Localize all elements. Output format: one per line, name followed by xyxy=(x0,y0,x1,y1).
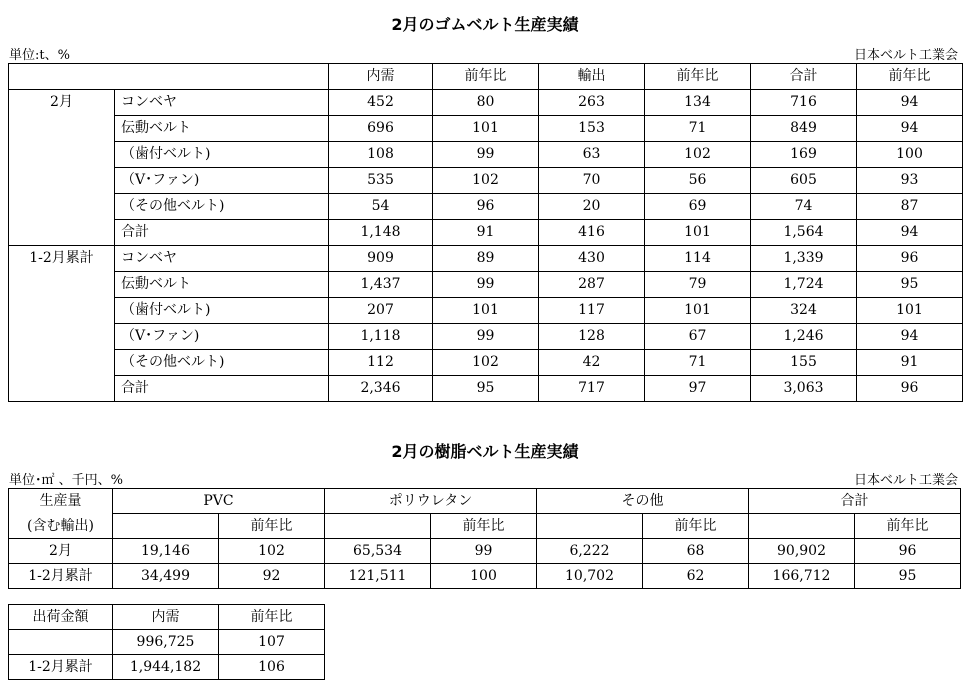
shipment-row-label: 1-2月累計 xyxy=(9,655,113,680)
resin-subheader-row xyxy=(9,514,961,539)
rubber-cell: 71 xyxy=(645,350,751,376)
shipment-col-header: 出荷金額 xyxy=(9,605,113,630)
rubber-cell: 717 xyxy=(539,376,645,402)
rubber-group-label xyxy=(9,376,115,402)
rubber-cell: 605 xyxy=(751,168,857,194)
resin-cell: 6,222 xyxy=(537,539,643,564)
rubber-cell: 56 xyxy=(645,168,751,194)
rubber-corner-cell xyxy=(115,64,329,90)
shipment-col-header: 前年比 xyxy=(219,605,325,630)
rubber-row-name: 合計 xyxy=(115,376,329,402)
rubber-cell: 96 xyxy=(857,246,963,272)
rubber-data-row xyxy=(9,272,963,298)
rubber-cell: 207 xyxy=(329,298,433,324)
shipment-cell: 107 xyxy=(219,630,325,655)
rubber-cell: 91 xyxy=(857,350,963,376)
resin-cat-pvc: PVC xyxy=(113,489,325,514)
rubber-data-row xyxy=(9,194,963,220)
rubber-cell: 101 xyxy=(433,116,539,142)
rubber-cell: 324 xyxy=(751,298,857,324)
rubber-cell: 430 xyxy=(539,246,645,272)
rubber-row-name: 伝動ベルト xyxy=(115,116,329,142)
rubber-col-header: 内需 xyxy=(329,64,433,90)
resin-cell: 96 xyxy=(855,539,961,564)
rubber-cell: 452 xyxy=(329,90,433,116)
resin-row-header: 生産量 xyxy=(9,489,113,514)
rubber-col-header: 合計 xyxy=(751,64,857,90)
rubber-cell: 94 xyxy=(857,116,963,142)
rubber-cell: 70 xyxy=(539,168,645,194)
resin-cat-polyurethane: ポリウレタン xyxy=(325,489,537,514)
shipment-row-label xyxy=(9,630,113,655)
resin-sub-yoy: 前年比 xyxy=(219,514,325,539)
rubber-cell: 71 xyxy=(645,116,751,142)
rubber-cell: 96 xyxy=(433,194,539,220)
rubber-row-name: コンベヤ xyxy=(115,90,329,116)
rubber-cell: 67 xyxy=(645,324,751,350)
rubber-row-name: （その他ベルト) xyxy=(115,194,329,220)
resin-cell: 100 xyxy=(431,564,537,589)
rubber-cell: 97 xyxy=(645,376,751,402)
resin-title: 2月の樹脂ベルト生産実績 xyxy=(391,442,579,461)
rubber-cell: 3,063 xyxy=(751,376,857,402)
rubber-col-header: 前年比 xyxy=(857,64,963,90)
rubber-data-row xyxy=(9,298,963,324)
rubber-cell: 263 xyxy=(539,90,645,116)
rubber-cell: 91 xyxy=(433,220,539,246)
rubber-cell: 108 xyxy=(329,142,433,168)
shipment-cell: 996,725 xyxy=(113,630,219,655)
rubber-cell: 94 xyxy=(857,220,963,246)
rubber-cell: 102 xyxy=(433,350,539,376)
rubber-row-name: （V･ファン) xyxy=(115,324,329,350)
rubber-cell: 1,564 xyxy=(751,220,857,246)
rubber-group-label xyxy=(9,116,115,142)
rubber-row-name: 合計 xyxy=(115,220,329,246)
shipment-col-header: 内需 xyxy=(113,605,219,630)
rubber-row-name: （歯付ベルト) xyxy=(115,142,329,168)
rubber-title: 2月のゴムベルト生産実績 xyxy=(391,15,579,34)
rubber-data-row xyxy=(9,168,963,194)
rubber-belt-table xyxy=(8,63,963,402)
rubber-cell: 80 xyxy=(433,90,539,116)
rubber-cell: 101 xyxy=(433,298,539,324)
rubber-cell: 94 xyxy=(857,324,963,350)
rubber-group-label: 1-2月累計 xyxy=(9,246,115,272)
rubber-cell: 42 xyxy=(539,350,645,376)
resin-cell: 62 xyxy=(643,564,749,589)
rubber-group-label xyxy=(9,350,115,376)
rubber-corner-cell xyxy=(9,64,115,90)
rubber-cell: 1,724 xyxy=(751,272,857,298)
resin-source: 日本ベルト工業会 xyxy=(853,473,958,488)
shipment-cell: 106 xyxy=(219,655,325,680)
rubber-data-row xyxy=(9,116,963,142)
resin-data-row xyxy=(9,564,961,589)
rubber-cell: 909 xyxy=(329,246,433,272)
resin-sub-yoy: 前年比 xyxy=(643,514,749,539)
rubber-cell: 117 xyxy=(539,298,645,324)
rubber-group-label xyxy=(9,220,115,246)
rubber-header-row xyxy=(9,64,963,90)
rubber-cell: 20 xyxy=(539,194,645,220)
shipment-data-row xyxy=(9,630,325,655)
rubber-cell: 849 xyxy=(751,116,857,142)
rubber-cell: 114 xyxy=(645,246,751,272)
rubber-cell: 95 xyxy=(857,272,963,298)
resin-cell: 102 xyxy=(219,539,325,564)
rubber-cell: 74 xyxy=(751,194,857,220)
resin-cell: 121,511 xyxy=(325,564,431,589)
rubber-cell: 101 xyxy=(645,298,751,324)
rubber-cell: 101 xyxy=(857,298,963,324)
rubber-cell: 79 xyxy=(645,272,751,298)
shipment-cell: 1,944,182 xyxy=(113,655,219,680)
rubber-unit: 単位:t、% xyxy=(9,48,70,63)
rubber-cell: 287 xyxy=(539,272,645,298)
rubber-source: 日本ベルト工業会 xyxy=(853,48,958,63)
resin-belt-table xyxy=(8,488,961,589)
rubber-data-row xyxy=(9,350,963,376)
resin-header-row xyxy=(9,489,961,514)
rubber-cell: 169 xyxy=(751,142,857,168)
rubber-cell: 96 xyxy=(857,376,963,402)
rubber-group-label xyxy=(9,194,115,220)
rubber-cell: 99 xyxy=(433,142,539,168)
resin-row-label: 1-2月累計 xyxy=(9,564,113,589)
rubber-cell: 99 xyxy=(433,272,539,298)
resin-cell: 166,712 xyxy=(749,564,855,589)
resin-unit: 単位･㎡ 、千円、% xyxy=(9,473,123,488)
rubber-cell: 1,148 xyxy=(329,220,433,246)
resin-data-row xyxy=(9,539,961,564)
resin-sub-yoy: 前年比 xyxy=(431,514,537,539)
rubber-row-name: （歯付ベルト) xyxy=(115,298,329,324)
rubber-cell: 128 xyxy=(539,324,645,350)
rubber-group-label xyxy=(9,272,115,298)
rubber-cell: 416 xyxy=(539,220,645,246)
shipment-data-row xyxy=(9,655,325,680)
resin-cat-total: 合計 xyxy=(749,489,961,514)
rubber-cell: 716 xyxy=(751,90,857,116)
resin-cell: 95 xyxy=(855,564,961,589)
rubber-col-header: 前年比 xyxy=(433,64,539,90)
resin-cat-other: その他 xyxy=(537,489,749,514)
rubber-group-label xyxy=(9,168,115,194)
rubber-cell: 99 xyxy=(433,324,539,350)
resin-cell: 10,702 xyxy=(537,564,643,589)
rubber-cell: 101 xyxy=(645,220,751,246)
rubber-cell: 2,346 xyxy=(329,376,433,402)
rubber-cell: 1,118 xyxy=(329,324,433,350)
rubber-group-label xyxy=(9,298,115,324)
rubber-col-header: 輸出 xyxy=(539,64,645,90)
rubber-cell: 54 xyxy=(329,194,433,220)
rubber-data-row xyxy=(9,220,963,246)
rubber-cell: 87 xyxy=(857,194,963,220)
rubber-cell: 89 xyxy=(433,246,539,272)
rubber-cell: 63 xyxy=(539,142,645,168)
rubber-cell: 696 xyxy=(329,116,433,142)
shipment-table xyxy=(8,604,325,680)
rubber-data-row xyxy=(9,376,963,402)
resin-cell: 99 xyxy=(431,539,537,564)
rubber-cell: 155 xyxy=(751,350,857,376)
rubber-data-row xyxy=(9,90,963,116)
rubber-row-name: コンベヤ xyxy=(115,246,329,272)
rubber-cell: 134 xyxy=(645,90,751,116)
rubber-col-header: 前年比 xyxy=(645,64,751,90)
rubber-cell: 112 xyxy=(329,350,433,376)
rubber-cell: 535 xyxy=(329,168,433,194)
rubber-row-name: （その他ベルト) xyxy=(115,350,329,376)
rubber-group-label xyxy=(9,324,115,350)
rubber-cell: 95 xyxy=(433,376,539,402)
resin-row-label: 2月 xyxy=(9,539,113,564)
rubber-group-label xyxy=(9,142,115,168)
rubber-cell: 93 xyxy=(857,168,963,194)
resin-cell: 19,146 xyxy=(113,539,219,564)
rubber-cell: 1,246 xyxy=(751,324,857,350)
resin-cell: 90,902 xyxy=(749,539,855,564)
resin-cell: 92 xyxy=(219,564,325,589)
rubber-cell: 100 xyxy=(857,142,963,168)
rubber-data-row xyxy=(9,142,963,168)
resin-row-header-2: (含む輸出) xyxy=(9,514,113,539)
rubber-cell: 102 xyxy=(645,142,751,168)
rubber-data-row xyxy=(9,324,963,350)
rubber-cell: 1,339 xyxy=(751,246,857,272)
rubber-cell: 94 xyxy=(857,90,963,116)
rubber-cell: 153 xyxy=(539,116,645,142)
rubber-row-name: 伝動ベルト xyxy=(115,272,329,298)
resin-cell: 34,499 xyxy=(113,564,219,589)
rubber-cell: 1,437 xyxy=(329,272,433,298)
rubber-data-row xyxy=(9,246,963,272)
rubber-row-name: （V･ファン) xyxy=(115,168,329,194)
rubber-group-label: 2月 xyxy=(9,90,115,116)
resin-cell: 65,534 xyxy=(325,539,431,564)
rubber-cell: 102 xyxy=(433,168,539,194)
resin-sub-yoy: 前年比 xyxy=(855,514,961,539)
shipment-header-row xyxy=(9,605,325,630)
resin-cell: 68 xyxy=(643,539,749,564)
rubber-cell: 69 xyxy=(645,194,751,220)
